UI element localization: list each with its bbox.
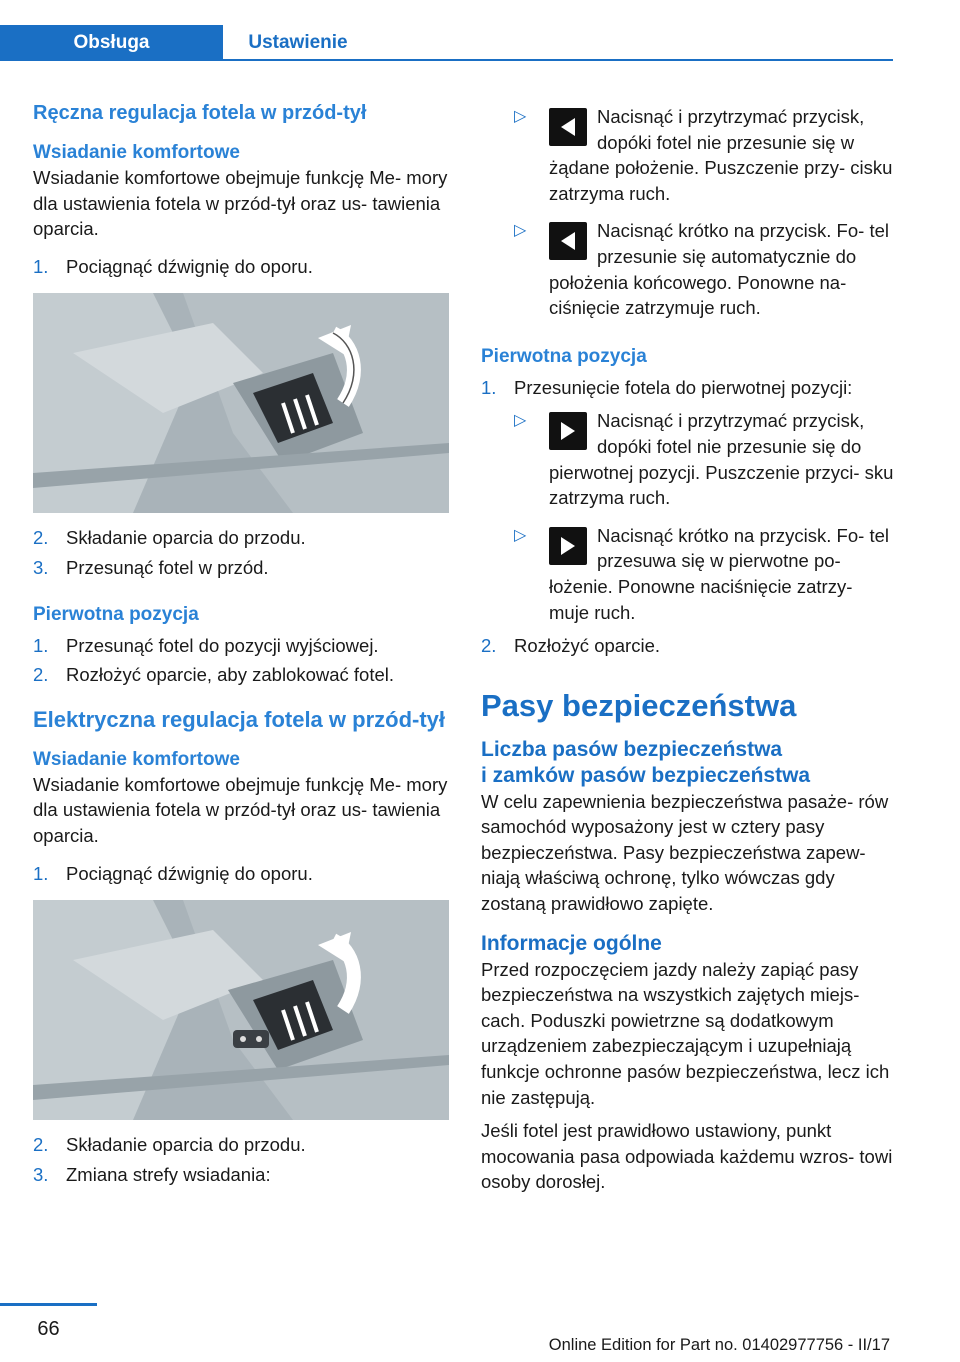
subheading-general-info: Informacje ogólne (481, 931, 662, 955)
seat-electric-photo (33, 900, 449, 1120)
list-item: 2. Składanie oparcia do przodu. (33, 1134, 306, 1156)
left-column (33, 100, 449, 1187)
arrow-right-button-icon (549, 412, 587, 450)
bullet-item: ▷ Nacisnąć i przytrzymać przycisk, dopóki fotel nie przesunie się w żądane położenie. Puszczenie przy- cisku zatrzyma ruch. (514, 106, 893, 204)
right-column (481, 104, 895, 1195)
paragraph-comfort-entry: Wsiadanie komfortowe obejmuje funkcję Me- mory dla ustawienia fotela w przód-tył oraz us- tawienia oparcia. (33, 167, 448, 240)
page-number: 66 (37, 1318, 60, 1340)
list-item: 2. Składanie oparcia do przodu. (33, 527, 306, 549)
seat-lever-photo (33, 293, 449, 513)
tab-obsluga[interactable]: Obsługa (0, 25, 223, 61)
subheading-original-position: Pierwotna pozycja (33, 603, 199, 625)
bullet-item: ▷ Nacisnąć krótko na przycisk. Fo- tel przesunie się automatycznie do położenia końcowego. Ponowne na- ciśnięcie zatrzymuje ruch. (514, 220, 889, 319)
footer-rule (0, 1303, 97, 1306)
list-item: 2. Rozłożyć oparcie, aby zablokować fotel. (33, 664, 395, 686)
list-item: 3. Zmiana strefy wsiadania: (33, 1163, 271, 1185)
subheading-belt-count: Liczba pasów bezpieczeństwa i zamków pasów bezpieczeństwa (481, 737, 811, 787)
triangle-bullet-icon: ▷ (514, 526, 527, 544)
list-item: 1. Przesunięcie fotela do pierwotnej pozycji: (481, 376, 853, 398)
triangle-bullet-icon: ▷ (514, 412, 527, 430)
arrow-left-button-icon (549, 222, 587, 260)
subheading-comfort-entry-2: Wsiadanie komfortowe (33, 748, 240, 770)
paragraph-general-info-2: Jeśli fotel jest prawidłowo ustawiony, punkt mocowania pasa odpowiada każdemu wzros- towi osoby dorosłej. (481, 1120, 893, 1193)
triangle-bullet-icon: ▷ (514, 108, 527, 125)
edition-note: Online Edition for Part no. 01402977756 - II/17 (548, 1336, 890, 1354)
tab-ustawienie[interactable]: Ustawienie (248, 32, 348, 53)
triangle-bullet-icon: ▷ (514, 222, 527, 240)
paragraph-general-info-1: Przed rozpoczęciem jazdy należy zapiąć pasy bezpieczeństwa na wszystkich zajętych miejs- cach. Poduszki powietrzne są dodatkowym urządzeniem zabezpieczającym i uzupełniają funkcje ochronne pasów bezpieczeństwa, lecz ich nie zastępują. (481, 958, 890, 1108)
subheading-original-position-2: Pierwotna pozycja (481, 345, 647, 367)
list-item: 1. Przesunąć fotel do pozycji wyjściowej. (33, 634, 379, 656)
arrow-right-button-icon (549, 527, 587, 565)
list-item: 1. Pociągnąć dźwignię do oporu. (33, 255, 313, 277)
paragraph-comfort-entry-2: Wsiadanie komfortowe obejmuje funkcję Me- mory dla ustawienia fotela w przód-tył oraz us- tawienia oparcia. (33, 773, 448, 846)
subheading-comfort-entry: Wsiadanie komfortowe (33, 142, 240, 163)
list-item: 2. Rozłożyć oparcie. (481, 635, 661, 657)
tab-underline (0, 59, 893, 61)
chapter-heading-seatbelts: Pasy bezpieczeństwa (481, 687, 797, 723)
bullet-item: ▷ Nacisnąć i przytrzymać przycisk, dopóki fotel nie przesunie się do pierwotnej pozycji. Puszczenie przyci- sku zatrzyma ruch. (514, 410, 894, 509)
list-item: 3. Przesunąć fotel w przód. (33, 556, 269, 578)
section-heading-manual: Ręczna regulacja fotela w przód-tył (33, 102, 367, 124)
list-item: 1. Pociągnąć dźwignię do oporu. (33, 862, 313, 884)
bullet-item: ▷ Nacisnąć krótko na przycisk. Fo- tel przesuwa się w pierwotne po- łożenie. Ponowne naciśnięcie zatrzy- muje ruch. (514, 524, 889, 623)
arrow-left-button-icon (549, 108, 587, 146)
top-tab-bar (0, 25, 960, 61)
section-heading-electric: Elektryczna regulacja fotela w przód-tył (33, 706, 446, 732)
paragraph-belt-count: W celu zapewnienia bezpieczeństwa pasaże- rów samochód wyposażony jest w cztery pasy bezpieczeństwa. Pasy bezpieczeństwa zapew- niają właściwą ochronę, tylko wówczas gdy zostaną prawidłowo zapięte. (481, 790, 889, 915)
